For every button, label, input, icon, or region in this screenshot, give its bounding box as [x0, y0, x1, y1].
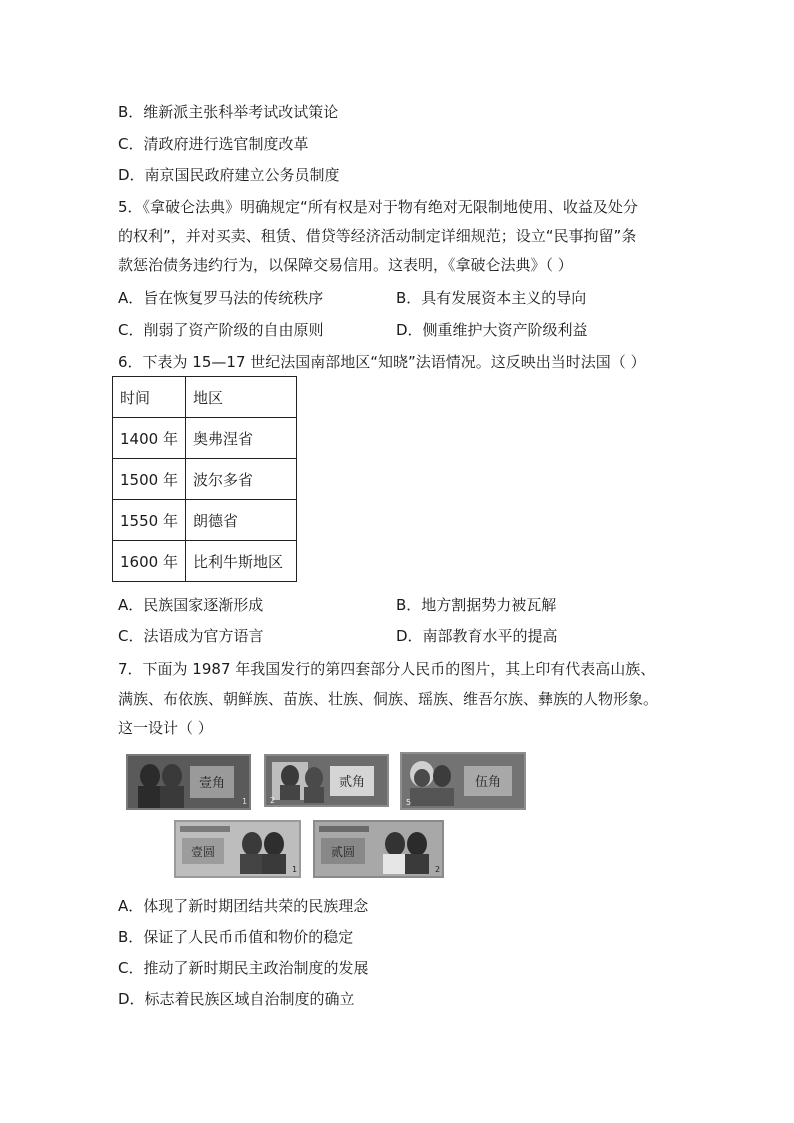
q6-table [112, 376, 297, 582]
banknote-denomination: 壹角 [198, 776, 226, 791]
table-cell: 比利牛斯地区 [185, 541, 296, 582]
table-cell: 朗德省 [185, 500, 296, 541]
q7-option-d: D．标志着民族区域自治制度的确立 [118, 990, 355, 1008]
table-cell: 1400 年 [113, 418, 186, 459]
banknote-numeral: 5 [406, 798, 412, 807]
q5-stem-line-1: 5．《拿破仑法典》明确规定“所有权是对于物有绝对无限制地使用、收益及处分 [118, 198, 638, 216]
banknote-denomination: 壹圆 [190, 845, 216, 859]
q6-stem: 6．下表为 15—17 世纪法国南部地区“知晓”法语情况。这反映出当时法国（ ） [118, 353, 646, 371]
banknote-numeral: 1 [242, 797, 248, 806]
banknote-numeral: 2 [435, 865, 441, 874]
table-row [113, 459, 297, 500]
q7-option-a: A．体现了新时期团结共荣的民族理念 [118, 897, 369, 915]
table-header-cell: 地区 [185, 377, 296, 418]
banknote-1-jiao-image [126, 754, 251, 810]
table-row [113, 418, 297, 459]
table-header-cell: 时间 [113, 377, 186, 418]
banknote-denomination: 贰角 [338, 775, 366, 790]
table-row [113, 541, 297, 582]
q7-option-c: C．推动了新时期民主政治制度的发展 [118, 959, 369, 977]
table-cell: 1550 年 [113, 500, 186, 541]
q5-option-b: B．具有发展资本主义的导向 [396, 289, 587, 307]
q7-option-b: B．保证了人民币币值和物价的稳定 [118, 928, 354, 946]
q5-stem-line-2: 的权利”，并对买卖、租赁、借贷等经济活动制定详细规范；设立“民事拘留”条 [118, 227, 637, 245]
table-cell: 1600 年 [113, 541, 186, 582]
table-cell: 奥弗涅省 [185, 418, 296, 459]
banknote-1-yuan-image [174, 820, 301, 878]
banknote-numeral: 2 [270, 796, 276, 805]
banknote-2-yuan-image [313, 820, 444, 878]
table-cell: 1500 年 [113, 459, 186, 500]
q6-option-a: A．民族国家逐渐形成 [118, 596, 264, 614]
table-cell: 波尔多省 [185, 459, 296, 500]
q7-stem-line-2: 满族、布依族、朝鲜族、苗族、壮族、侗族、瑶族、维吾尔族、彝族的人物形象。 [118, 690, 659, 708]
q6-option-b: B．地方割据势力被瓦解 [396, 596, 557, 614]
q4-option-b: B．维新派主张科举考试改试策论 [118, 103, 339, 121]
q4-option-d: D．南京国民政府建立公务员制度 [118, 166, 340, 184]
banknote-denomination: 伍角 [474, 775, 502, 790]
banknote-2-jiao-image [264, 754, 389, 807]
table-header-row [113, 377, 297, 418]
q6-option-d: D．南部教育水平的提高 [396, 627, 558, 645]
q7-stem-line-1: 7．下面为 1987 年我国发行的第四套部分人民币的图片，其上印有代表高山族、 [118, 660, 656, 678]
banknote-numeral: 1 [292, 865, 298, 874]
q4-option-c: C．清政府进行选官制度改革 [118, 135, 309, 153]
q5-stem-line-3: 款惩治债务违约行为，以保障交易信用。这表明，《拿破仑法典》（ ） [118, 256, 573, 274]
table-row [113, 500, 297, 541]
q5-option-d: D．侧重维护大资产阶级利益 [396, 321, 588, 339]
q5-option-c: C．削弱了资产阶级的自由原则 [118, 321, 324, 339]
q6-option-c: C．法语成为官方语言 [118, 627, 264, 645]
banknote-5-jiao-image [400, 752, 526, 810]
q5-option-a: A．旨在恢复罗马法的传统秩序 [118, 289, 324, 307]
banknote-denomination: 贰圆 [330, 845, 356, 859]
q7-stem-line-3: 这一设计（ ） [118, 719, 213, 737]
